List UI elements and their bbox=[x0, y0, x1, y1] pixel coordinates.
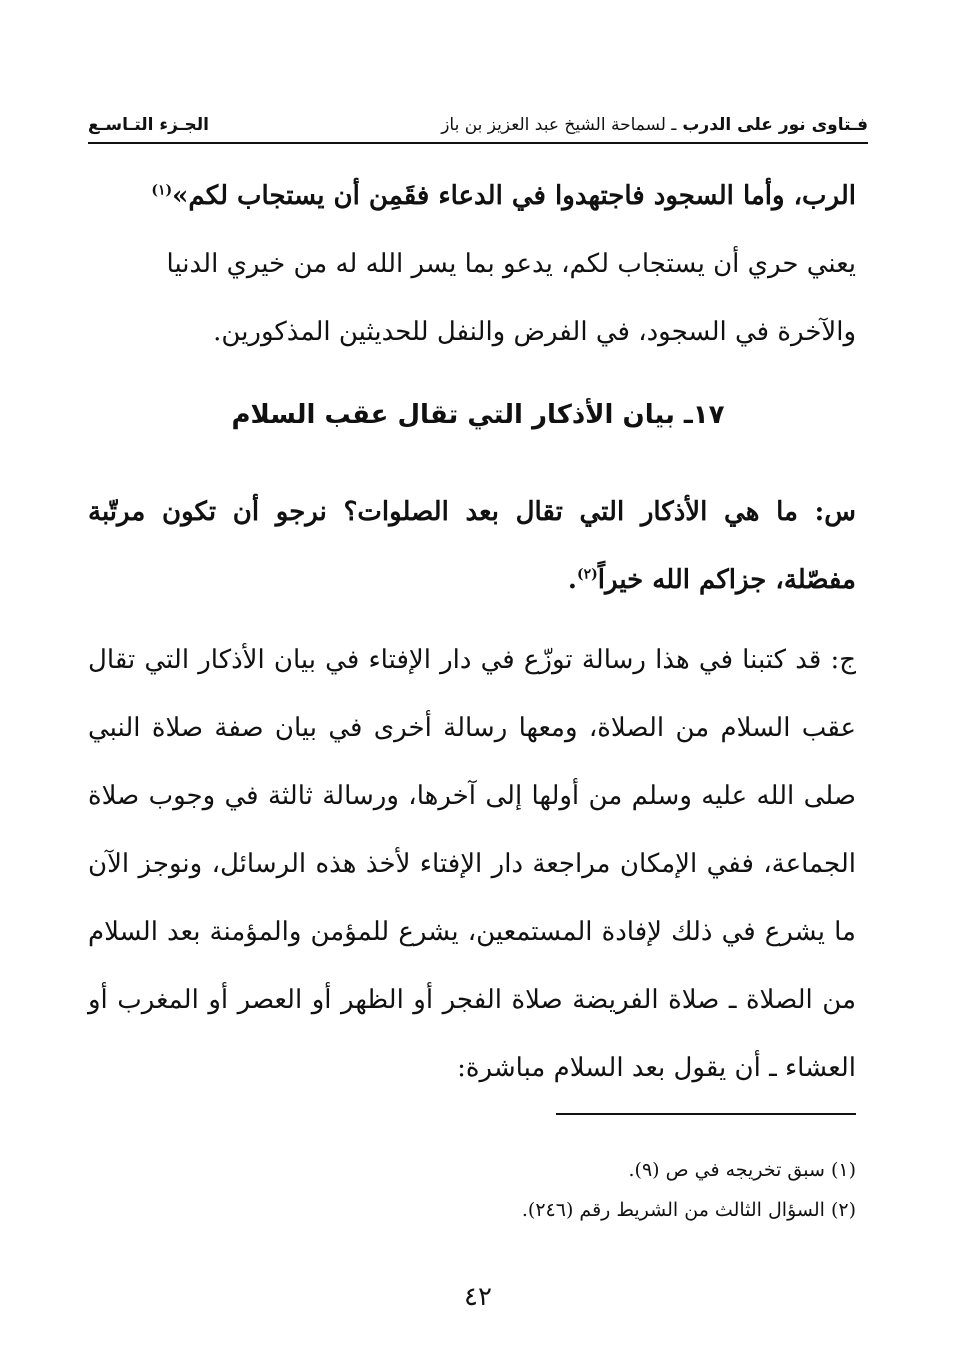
question-end: . bbox=[567, 565, 577, 595]
continuation-line-2-block bbox=[88, 230, 856, 366]
question-paragraph bbox=[88, 478, 856, 614]
footnote-separator bbox=[556, 1113, 856, 1115]
footnotes bbox=[88, 1150, 856, 1230]
running-header bbox=[88, 108, 868, 144]
footnote-ref-2: (٢) bbox=[576, 566, 598, 583]
continuation-paragraph bbox=[88, 162, 856, 230]
question-text: س: ما هي الأذكار التي تقال بعد الصلوات؟ نرجو أن تكون مرتّبة مفصّلة، جزاكم الله خيراً bbox=[88, 497, 856, 595]
book-subtitle: ـ لسماحة الشيخ عبد العزيز بن باز bbox=[441, 115, 677, 135]
header-title-group bbox=[441, 115, 868, 135]
continuation-line-1-text: الرب، وأما السجود فاجتهدوا في الدعاء فقَمِن أن يستجاب لكم» bbox=[172, 181, 856, 211]
section-heading: ١٧ـ بيان الأذكار التي تقال عقب السلام bbox=[231, 400, 725, 430]
footnote-1: (١) سبق تخريجه في ص (٩). bbox=[628, 1159, 856, 1181]
volume-label: الجـزء التـاسـع bbox=[88, 115, 209, 135]
continuation-line-1 bbox=[88, 162, 856, 230]
page-number: ٤٢ bbox=[464, 1282, 492, 1312]
book-title: فـتاوى نور على الدرب bbox=[682, 115, 868, 135]
footnote-ref-1: (١) bbox=[151, 182, 173, 199]
footnote-2: (٢) السؤال الثالث من الشريط رقم (٢٤٦). bbox=[521, 1199, 856, 1221]
continuation-line-3: والآخرة في السجود، في الفرض والنفل للحديثين المذكورين. bbox=[213, 317, 856, 347]
answer-paragraph bbox=[88, 626, 856, 1102]
continuation-line-2: يعني حري أن يستجاب لكم، يدعو بما يسر الله له من خيري الدنيا bbox=[166, 249, 856, 279]
answer-text: ج: قد كتبنا في هذا رسالة توزّع في دار الإفتاء في بيان الأذكار التي تقال عقب السلام من الصلاة، ومعها رسالة أخرى في بيان صفة صلاة النبي صلى الله عليه وسلم من أولها إلى آخرها، ورسالة ثالثة في وجوب صلاة الجماعة، ففي الإمكان مراجعة دار الإفتاء لأخذ هذه الرسائل، ونوجز الآن ما يشرع في ذلك لإفادة المستمعين، يشرع للمؤمن والمؤمنة بعد السلام من الصلاة ـ صلاة الفريضة صلاة الفجر أو الظهر أو العصر أو المغرب أو العشاء ـ أن يقول بعد السلام مباشرة: bbox=[88, 645, 856, 1083]
